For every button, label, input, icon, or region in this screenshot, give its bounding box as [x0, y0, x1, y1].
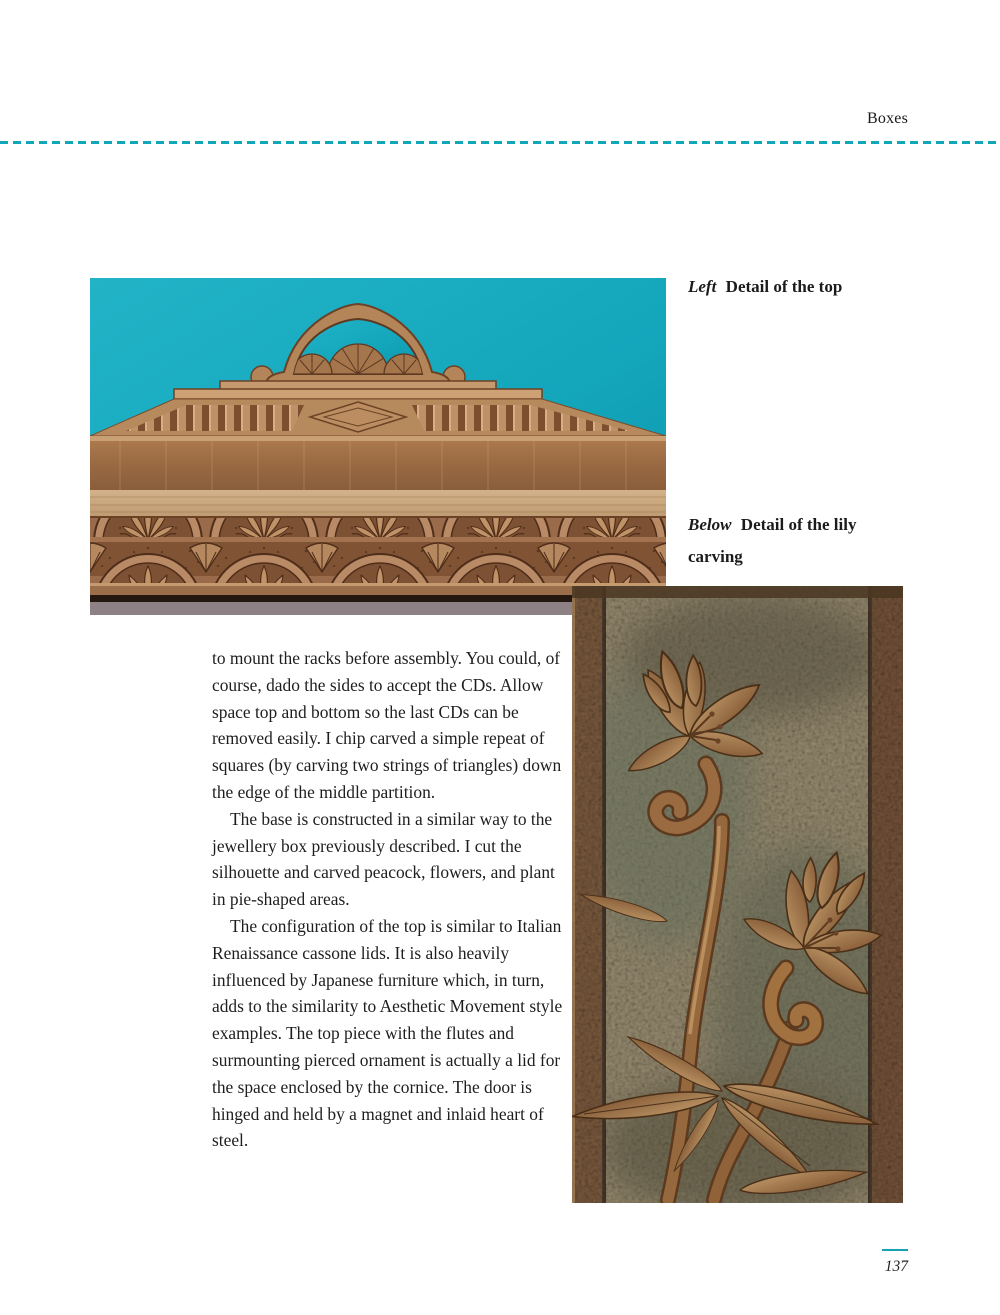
- running-head: Boxes: [867, 110, 908, 127]
- caption-text-top: Detail of the top: [725, 277, 843, 296]
- caption-lily: [688, 509, 866, 573]
- caption-box-top: [688, 271, 893, 303]
- page-number: 137: [884, 1258, 908, 1275]
- caption-lead-left: Left: [688, 277, 717, 296]
- paragraph-3: The configuration of the top is similar to Italian Renaissance cassone lids. It is also heavily influenced by Japanese furniture which, in turn, adds to the similarity to Aesthetic Movement style examples. The top piece with the flutes and surmounting pierced ornament is actually a lid for the space enclosed by the cornice. The door is hinged and held by a magnet and inlaid heart of steel.: [212, 915, 563, 1151]
- teal-dashed-rule: [0, 141, 1000, 144]
- folio-rule: [882, 1249, 908, 1252]
- paragraph-2: The base is constructed in a similar way to the jewellery box previously described. I cut the silhouette and carved peacock, flowers, and plant in pie-shaped areas.: [212, 808, 555, 910]
- folio: [882, 1240, 908, 1276]
- body-text-column: [212, 645, 564, 1154]
- paragraph-1: to mount the racks before assembly. You could, of course, dado the sides to accept the CDs. Allow space top and bottom so the last CDs can be removed easily. I chip carved a simple repeat of squares (by carving two strings of triangles) down the edge of the middle partition.: [212, 648, 562, 802]
- caption-text-lily: Detail of the lily carving: [688, 515, 857, 566]
- caption-lead-below: Below: [688, 515, 732, 534]
- photo-box-top: [90, 278, 666, 615]
- photo-lily-carving: [572, 586, 903, 1203]
